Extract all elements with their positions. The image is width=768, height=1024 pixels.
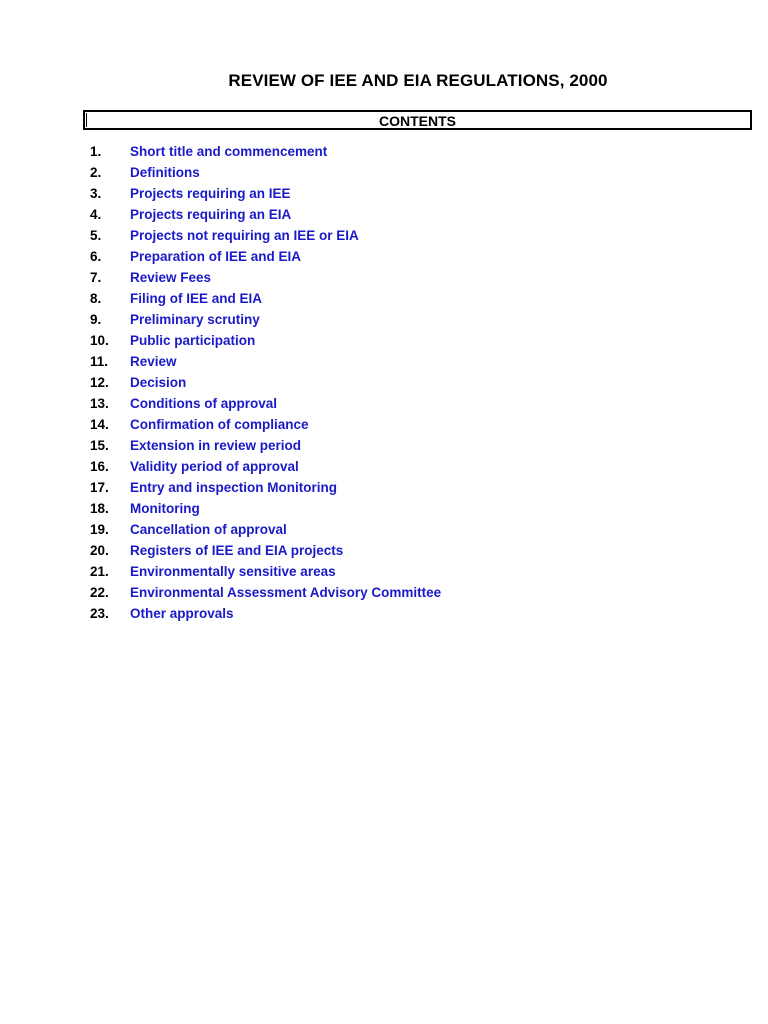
toc-item-number: 9. <box>90 312 102 327</box>
toc-item-number: 7. <box>90 270 102 285</box>
toc-item <box>0 183 768 204</box>
toc-item-number: 16. <box>90 459 109 474</box>
contents-heading: CONTENTS <box>379 113 456 129</box>
toc-link-environmental-assessment-advisory-committee[interactable]: Environmental Assessment Advisory Committee <box>130 585 442 600</box>
toc-link-review-fees[interactable]: Review Fees <box>130 270 212 285</box>
toc-item <box>0 309 768 330</box>
toc-item-number: 21. <box>90 564 109 579</box>
toc-link-other-approvals[interactable]: Other approvals <box>130 606 234 621</box>
toc-item-number: 22. <box>90 585 109 600</box>
toc-item <box>0 351 768 372</box>
toc-item <box>0 330 768 351</box>
page-title: REVIEW OF IEE AND EIA REGULATIONS, 2000 <box>228 71 608 90</box>
toc-item <box>0 288 768 309</box>
toc-link-projects-requiring-iee[interactable]: Projects requiring an IEE <box>130 186 291 201</box>
toc-item <box>0 267 768 288</box>
toc-item-number: 10. <box>90 333 109 348</box>
toc-item <box>0 456 768 477</box>
toc-item-number: 1. <box>90 144 102 159</box>
toc-link-entry-and-inspection-monitoring[interactable]: Entry and inspection Monitoring <box>130 480 337 495</box>
toc-item <box>0 435 768 456</box>
toc-item-number: 18. <box>90 501 109 516</box>
toc-item-number: 6. <box>90 249 102 264</box>
toc-link-definitions[interactable]: Definitions <box>130 165 200 180</box>
toc-item <box>0 582 768 603</box>
toc-item <box>0 519 768 540</box>
toc-item-number: 17. <box>90 480 109 495</box>
toc-item <box>0 204 768 225</box>
toc-item <box>0 141 768 162</box>
toc-link-confirmation-of-compliance[interactable]: Confirmation of compliance <box>130 417 309 432</box>
toc-item-number: 15. <box>90 438 109 453</box>
toc-link-projects-not-requiring-iee-or-eia[interactable]: Projects not requiring an IEE or EIA <box>130 228 359 243</box>
toc-item <box>0 372 768 393</box>
toc-link-filing-of-iee-and-eia[interactable]: Filing of IEE and EIA <box>130 291 263 306</box>
toc-link-cancellation-of-approval[interactable]: Cancellation of approval <box>130 522 287 537</box>
toc-link-extension-in-review-period[interactable]: Extension in review period <box>130 438 302 453</box>
table-of-contents <box>0 141 768 624</box>
toc-link-public-participation[interactable]: Public participation <box>130 333 256 348</box>
toc-item-number: 2. <box>90 165 102 180</box>
toc-item-number: 12. <box>90 375 109 390</box>
toc-item <box>0 561 768 582</box>
toc-item-number: 13. <box>90 396 109 411</box>
contents-heading-box <box>83 110 752 130</box>
toc-link-environmentally-sensitive-areas[interactable]: Environmentally sensitive areas <box>130 564 336 579</box>
toc-item <box>0 603 768 624</box>
toc-item-number: 20. <box>90 543 109 558</box>
toc-item <box>0 246 768 267</box>
toc-link-review[interactable]: Review <box>130 354 177 369</box>
toc-item-number: 5. <box>90 228 102 243</box>
toc-item <box>0 162 768 183</box>
toc-item-number: 14. <box>90 417 109 432</box>
toc-item-number: 23. <box>90 606 109 621</box>
toc-item <box>0 393 768 414</box>
toc-item-number: 11. <box>90 354 109 369</box>
toc-item <box>0 414 768 435</box>
toc-item <box>0 477 768 498</box>
toc-link-monitoring[interactable]: Monitoring <box>130 501 200 516</box>
toc-link-projects-requiring-eia[interactable]: Projects requiring an EIA <box>130 207 292 222</box>
toc-link-short-title-and-commencement[interactable]: Short title and commencement <box>130 144 328 159</box>
toc-link-registers-of-iee-and-eia-projects[interactable]: Registers of IEE and EIA projects <box>130 543 344 558</box>
toc-item-number: 19. <box>90 522 109 537</box>
toc-link-preparation-of-iee-and-eia[interactable]: Preparation of IEE and EIA <box>130 249 302 264</box>
toc-item <box>0 498 768 519</box>
toc-item <box>0 225 768 246</box>
toc-link-preliminary-scrutiny[interactable]: Preliminary scrutiny <box>130 312 260 327</box>
toc-item-number: 3. <box>90 186 102 201</box>
toc-item-number: 8. <box>90 291 102 306</box>
toc-link-validity-period-of-approval[interactable]: Validity period of approval <box>130 459 299 474</box>
toc-link-decision[interactable]: Decision <box>130 375 187 390</box>
toc-link-conditions-of-approval[interactable]: Conditions of approval <box>130 396 277 411</box>
toc-item <box>0 540 768 561</box>
toc-item-number: 4. <box>90 207 102 222</box>
